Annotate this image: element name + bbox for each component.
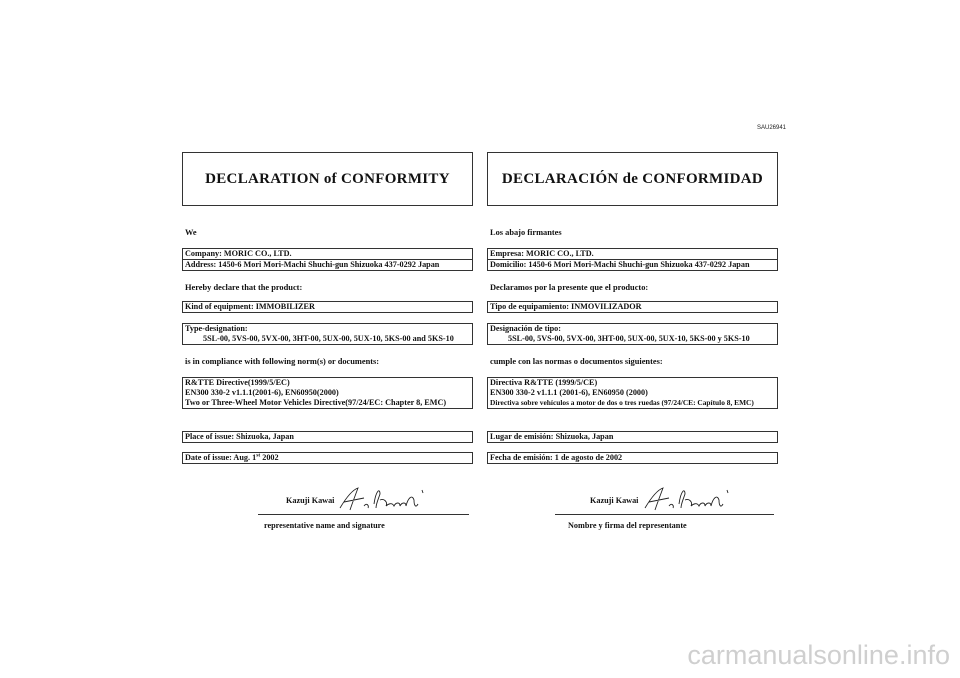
document-code: SAU26941: [757, 125, 787, 131]
english-signature-caption: representative name and signature: [264, 521, 385, 530]
english-compliance: is in compliance with following norm(s) or documents:: [185, 357, 380, 366]
english-type-values: 5SL-00, 5VS-00, 5VX-00, 3HT-00, 5UX-00, 5UX-10, 5KS-00 and 5KS-10: [203, 334, 454, 343]
spanish-title-box: [487, 152, 778, 206]
english-we: We: [185, 228, 197, 237]
english-norm-1: R&TTE Directive(1999/5/EC): [185, 378, 290, 387]
english-type-box: [182, 323, 473, 345]
spanish-place: Lugar de emisión: Shizuoka, Japan: [490, 432, 614, 441]
spanish-type-values: 5SL-00, 5VS-00, 5VX-00, 3HT-00, 5UX-00, 5UX-10, 5KS-00 y 5KS-10: [508, 334, 750, 343]
spanish-norm-1: Directiva R&TTE (1999/5/CE): [490, 378, 598, 387]
english-equipment: Kind of equipment: IMMOBILIZER: [185, 302, 315, 311]
english-signature-icon: [334, 484, 430, 512]
english-date-box: [182, 452, 473, 464]
english-date-ordinal: st: [256, 453, 261, 459]
spanish-signer-name: Kazuji Kawai: [590, 496, 639, 505]
spanish-compliance: cumple con las normas o documentos siguientes:: [490, 357, 663, 366]
spanish-company-box: [487, 248, 778, 271]
spanish-type-box: [487, 323, 778, 345]
english-date-prefix: Date of issue: Aug. 1: [185, 453, 257, 462]
spanish-equipment-box: [487, 301, 778, 313]
spanish-norms-box: [487, 377, 778, 409]
spanish-address: Domicilio: 1450-6 Mori Mori-Machi Shuchi-gun Shizuoka 437-0292 Japan: [488, 259, 777, 270]
english-title-box: [182, 152, 473, 206]
spanish-signature-icon: [639, 484, 735, 512]
english-company: Company: MORIC CO., LTD.: [185, 249, 292, 258]
spanish-signature-line: [555, 514, 774, 515]
spanish-place-box: [487, 431, 778, 443]
english-equipment-box: [182, 301, 473, 313]
spanish-norm-2: EN300 330-2 v1.1.1 (2001-6), EN60950 (2000): [490, 388, 648, 397]
english-signer-name: Kazuji Kawai: [286, 496, 335, 505]
english-date-suffix: 2002: [260, 453, 279, 462]
english-company-box: [182, 248, 473, 271]
spanish-equipment: Tipo de equipamiento: INMOVILIZADOR: [490, 302, 642, 311]
spanish-date: Fecha de emisión: 1 de agosto de 2002: [490, 453, 623, 462]
spanish-signature-caption: Nombre y firma del representante: [568, 521, 687, 530]
english-place: Place of issue: Shizuoka, Japan: [185, 432, 294, 441]
english-norm-3: Two or Three-Wheel Motor Vehicles Directive(97/24/EC: Chapter 8, EMC): [185, 398, 447, 407]
english-hereby: Hereby declare that the product:: [185, 283, 303, 292]
spanish-company: Empresa: MORIC CO., LTD.: [490, 249, 594, 258]
english-place-box: [182, 431, 473, 443]
english-title: DECLARATION of CONFORMITY: [205, 170, 450, 187]
spanish-type-label: Designación de tipo:: [490, 324, 561, 333]
spanish-hereby: Declaramos por la presente que el producto:: [490, 283, 649, 292]
english-norm-2: EN300 330-2 v1.1.1(2001-6), EN60950(2000): [185, 388, 339, 397]
english-address: Address: 1450-6 Mori Mori-Machi Shuchi-gun Shizuoka 437-0292 Japan: [183, 259, 472, 270]
spanish-norm-3: Directiva sobre vehículos a motor de dos o tres ruedas (97/24/CE: Capítulo 8, EMC): [490, 398, 754, 407]
english-type-label: Type-designation:: [185, 324, 248, 333]
english-signature-line: [258, 514, 469, 515]
spanish-date-box: [487, 452, 778, 464]
spanish-title: DECLARACIÓN de CONFORMIDAD: [501, 170, 764, 187]
english-norms-box: [182, 377, 473, 409]
watermark: carmanualsonline.info: [687, 640, 950, 670]
english-date: [183, 453, 472, 463]
spanish-we: Los abajo firmantes: [490, 228, 562, 237]
